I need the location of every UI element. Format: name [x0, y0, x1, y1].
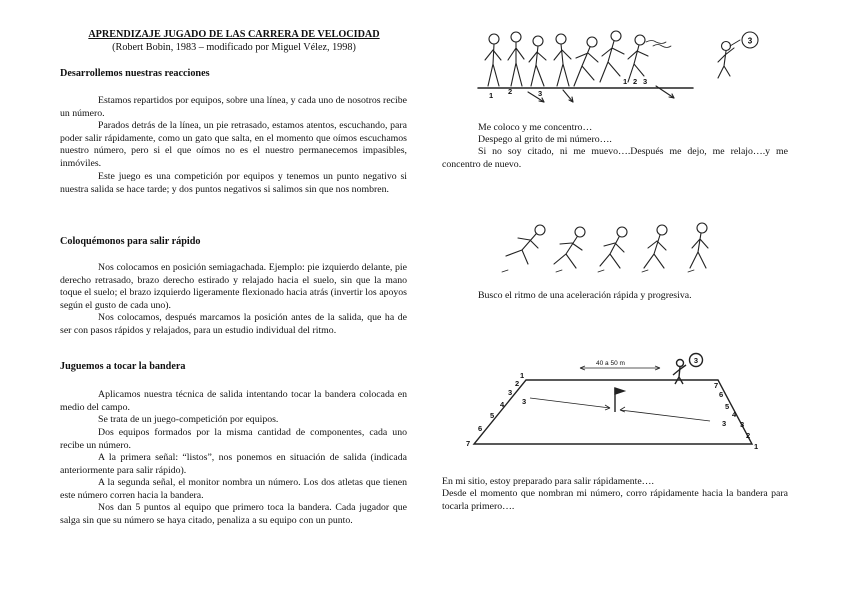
paragraph: Nos colocamos, después marcamos la posición antes de la salida, que ha de ser con pasos rápidos y relajados, para un estudio individual del ritmo.: [60, 312, 407, 336]
player-number: 1: [754, 442, 759, 451]
player-number: 1: [520, 371, 525, 380]
start-line-illustration: [478, 28, 778, 110]
paragraph: Estamos repartidos por equipos, sobre una línea, y cada uno de nosotros recibe un número.: [60, 95, 407, 119]
athlete-number: 2: [508, 87, 513, 96]
player-number: 7: [466, 439, 471, 448]
athlete-number: 3: [538, 89, 543, 98]
document-subtitle: (Robert Bobin, 1983 – modificado por Miguel Vélez, 1998): [112, 42, 356, 53]
athlete-number: 3: [643, 77, 648, 86]
section-heading-bandera: Juguemos a tocar la bandera: [60, 361, 186, 372]
athlete-figure: [554, 34, 571, 86]
player-number: 2: [515, 379, 520, 388]
player-number: 3: [522, 397, 527, 406]
runner-figure: [600, 227, 627, 268]
player-number: 7: [714, 381, 719, 390]
runner-figure: [506, 225, 545, 264]
player-number: 6: [719, 390, 724, 399]
flag-field-diagram: [460, 352, 770, 452]
athlete-number: 1: [489, 91, 494, 100]
paragraph: A la segunda señal, el monitor nombra un número. Los dos atletas que tienen este número corren hacia la bandera.: [60, 477, 407, 501]
player-number: 5: [490, 411, 495, 420]
runner-figure: [644, 225, 667, 268]
caption-line: Despego al grito de mi número….: [478, 134, 612, 145]
section-heading-reacciones: Desarrollemos nuestras reacciones: [60, 68, 210, 79]
running-sequence-illustration: [498, 220, 738, 278]
caption-line: Me coloco y me concentro…: [478, 122, 593, 133]
player-number: 3: [740, 420, 745, 429]
paragraph: Dos equipos formados por la misma cantidad de componentes, cada uno recibe un número.: [60, 427, 407, 451]
athlete-number: 2: [633, 77, 638, 86]
caption-line: En mi sitio, estoy preparado para salir rápidamente….: [442, 476, 654, 487]
paragraph: Nos colocamos en posición semiagachada. Ejemplo: pie izquierdo delante, pie derecho retrasado, brazo derecho estirado y relajado hacia el suelo, sin que la mano toque el suelo; el brazo izquierdo ligeramente flexionado hacia atrás (invertir los apoyos según el gusto de cada uno).: [60, 262, 407, 311]
athlete-figure: [628, 35, 648, 82]
player-number: 6: [478, 424, 483, 433]
athlete-figure: [485, 34, 501, 86]
athlete-figure: [529, 36, 546, 86]
player-number: 3: [722, 419, 727, 428]
athlete-figure: [508, 32, 524, 86]
runner-figure: [690, 223, 708, 268]
distance-label: 40 a 50 m: [596, 360, 625, 367]
paragraph: Este juego es una competición por equipos y tenemos un punto negativo si nuestra salida se hace tarde; y dos puntos negativos si salimos sin que nos nombren.: [60, 171, 407, 195]
field-outline: [474, 380, 752, 444]
callout-number: 3: [693, 356, 699, 365]
monitor-figure: [718, 42, 734, 79]
athlete-figure: [600, 31, 624, 82]
paragraph: Aplicamos nuestra técnica de salida intentando tocar la bandera colocada en medio del campo.: [60, 389, 407, 413]
athlete-number: 1: [623, 77, 628, 86]
player-number: 3: [508, 388, 513, 397]
paragraph: Parados detrás de la línea, un pie retrasado, estamos atentos, escuchando, para poder salir rápidamente, como un gato que salta, en el momento que oímos escuchamos nuestro número, pero si el que oímos no es el nuestro permanecemos impasibles, inmóviles.: [60, 120, 407, 169]
document-title: APRENDIZAJE JUGADO DE LAS CARRERA DE VELOCIDAD: [88, 29, 380, 40]
player-number: 5: [725, 402, 730, 411]
player-number: 2: [746, 431, 751, 440]
document-header: [60, 28, 408, 54]
paragraph: Nos dan 5 puntos al equipo que primero toca la bandera. Cada jugador que salga sin que su número se haya citado, penaliza a su equipo con un punto.: [60, 502, 407, 526]
caption-line: Busco el ritmo de una aceleración rápida y progresiva.: [478, 290, 692, 301]
section-heading-salida: Coloquémonos para salir rápido: [60, 236, 201, 247]
paragraph: A la primera señal: “listos”, nos ponemos en situación de salida (indicada anteriormente para salir rápido).: [60, 452, 407, 476]
caption-line: Desde el momento que nombran mi número, corro rápidamente hacia la bandera para tocarla primero….: [442, 488, 788, 512]
paragraph: Se trata de un juego-competición por equipos.: [98, 414, 279, 425]
caption-line: Si no soy citado, ni me muevo….Después me dejo, me relajo….y me concentro de nuevo.: [442, 146, 788, 170]
player-number: 4: [500, 400, 505, 409]
runner-figure: [554, 227, 585, 268]
athlete-figure: [574, 37, 598, 86]
player-number: 4: [732, 410, 737, 419]
callout-number: 3: [747, 36, 753, 46]
